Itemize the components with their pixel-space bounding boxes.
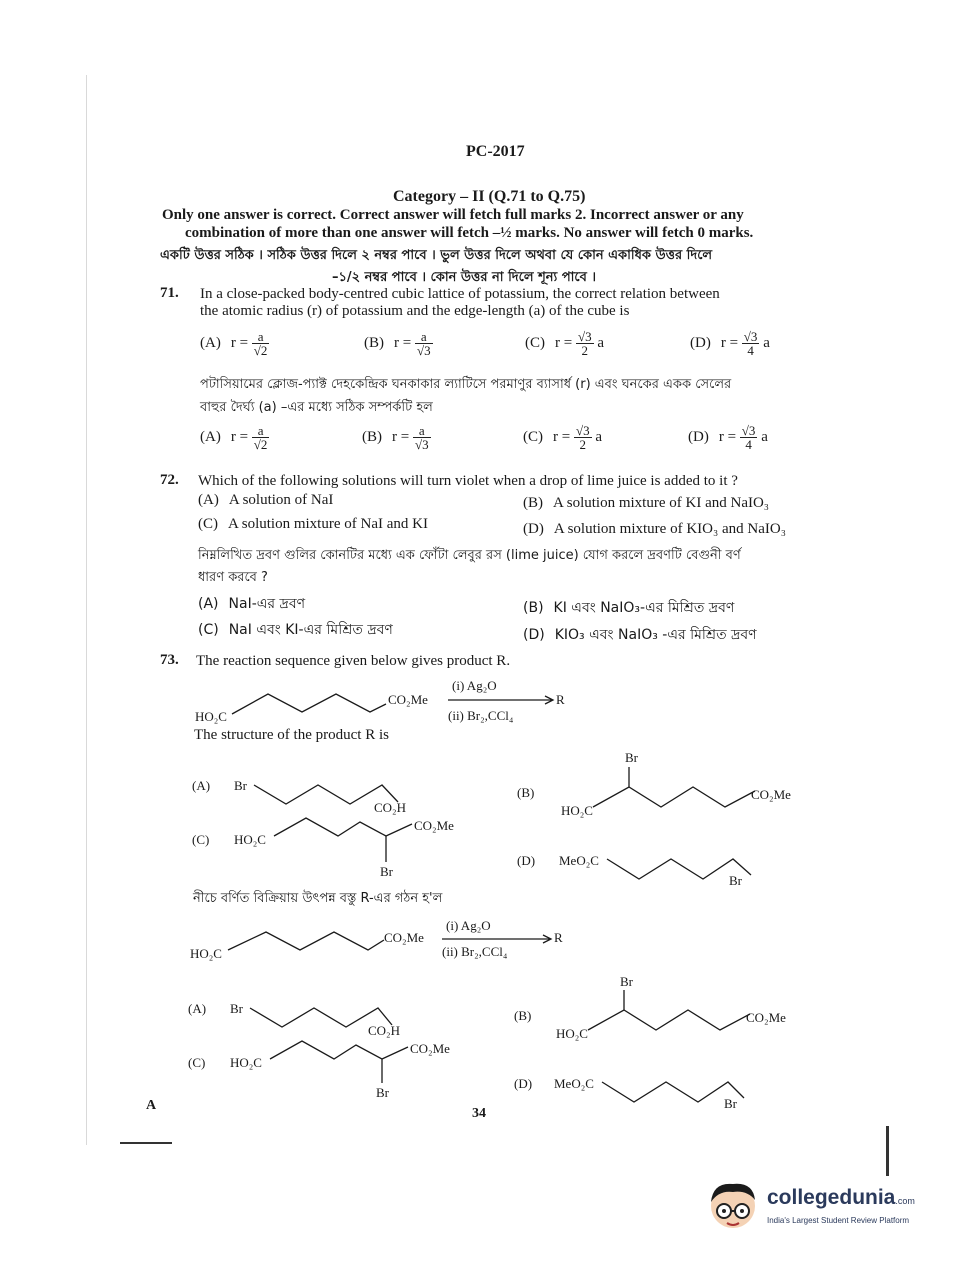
option-b: (B) r = $\frac{a}{√3}$: [364, 329, 431, 358]
set-label: A: [146, 1098, 157, 1113]
b-left-group: HO₂C: [556, 1026, 588, 1041]
product-label: R: [556, 692, 565, 707]
reagent-1: (i) Ag₂O: [452, 678, 497, 693]
d-left-group: MeO₂C: [554, 1076, 594, 1091]
c-bottom-group: Br: [376, 1085, 389, 1100]
brand-suffix: .com: [895, 1196, 915, 1206]
brand-tagline: India's Largest Student Review Platform: [767, 1216, 910, 1225]
option-c-label: (C): [192, 832, 210, 847]
carbon-chain: [270, 1041, 408, 1059]
start-right-group: CO₂Me: [384, 930, 424, 945]
option-d: (D) A solution mixture of KIO₃ and NaIO₃: [523, 521, 786, 537]
brand-watermark: [703, 1178, 943, 1234]
carbon-chain: [593, 787, 755, 807]
option-c-bn: (C) r = $\frac{√3}{2}$ a: [523, 423, 603, 452]
rules-en-line-2: combination of more than one answer will fetch –½ marks. No answer will fetch 0 marks.: [185, 225, 754, 241]
question-bn-line-2: বাহুর দৈর্ঘ্য (a) –এর মধ্যে সঠিক সম্পর্কটি হল: [200, 400, 433, 415]
b-left-group: HO₂C: [561, 803, 593, 818]
reagent-2: (ii) Br₂,CCl₄: [448, 708, 514, 723]
structure-question: The structure of the product R is: [194, 727, 389, 743]
option-b-structure-bn: [512, 970, 812, 1115]
scan-mark: [120, 1142, 172, 1144]
start-right-group: CO₂Me: [388, 692, 428, 707]
carbon-chain: [602, 1082, 744, 1102]
a-right-group: CO₂H: [374, 800, 406, 815]
d-left-group: MeO₂C: [559, 853, 599, 868]
b-top-group: Br: [625, 750, 638, 765]
option-a-structure: [190, 750, 480, 880]
option-a-label: (A): [188, 1001, 207, 1016]
reagent-1: (i) Ag₂O: [446, 918, 491, 933]
reaction-scheme: [190, 672, 610, 732]
option-c: (C) A solution mixture of NaI and KI: [198, 516, 428, 532]
option-c-label: (C): [188, 1055, 206, 1070]
reaction-scheme-bn: [188, 912, 608, 972]
page-number: 34: [472, 1106, 486, 1121]
option-a-bn: (A) NaI-এর দ্রবণ: [198, 596, 306, 612]
start-left-group: HO₂C: [190, 946, 222, 961]
a-right-group: CO₂H: [368, 1023, 400, 1038]
option-c: (C) r = $\frac{√3}{2}$ a: [525, 329, 605, 358]
rules-bn-line-1: একটি উত্তর সঠিক । সঠিক উত্তর দিলে ২ নম্বর পাবে । ভুল উত্তর দিলে অথবা যে কোন একাধিক উত্তর দিলে: [160, 248, 713, 263]
option-b-label: (B): [517, 785, 535, 800]
option-a-label: (A): [192, 778, 211, 793]
option-a-structure-bn: [186, 975, 476, 1105]
reagent-2: (ii) Br₂,CCl₄: [442, 944, 508, 959]
c-right-group: CO₂Me: [410, 1041, 450, 1056]
option-b-bn: (B) r = $\frac{a}{√3}$: [362, 423, 429, 452]
carbon-chain: [232, 694, 386, 714]
question-number: 71.: [160, 285, 179, 301]
start-left-group: HO₂C: [195, 709, 227, 724]
question-text: Which of the following solutions will turn violet when a drop of lime juice is added to it ?: [198, 473, 738, 489]
option-b: (B) A solution mixture of KI and NaIO₃: [523, 495, 770, 511]
option-d-bn: (D) r = $\frac{√3}{4}$ a: [688, 423, 768, 452]
question-bn: নীচে বর্ণিত বিক্রিয়ায় উৎপন্ন বস্তু R-এর গঠন হ'ল: [193, 891, 443, 906]
brand-name: collegedunia: [767, 1186, 896, 1209]
carbon-chain: [588, 1010, 750, 1030]
question-bn-line-2: ধারণ করবে ?: [198, 570, 268, 585]
mascot-icon: [703, 1178, 763, 1232]
question-bn-line-1: পটাসিয়ামের ক্লোজ-প্যাক্ট দেহকেন্দ্রিক ঘনকাকার ল্যাটিসে পরমাণুর ব্যাসার্ধ (r) এবং ঘনকের একক সেলের: [200, 377, 732, 392]
option-c-bn: (C) NaI এবং KI-এর মিশ্রিত দ্রবণ: [198, 622, 393, 638]
c-left-group: HO₂C: [234, 832, 266, 847]
carbon-chain: [274, 818, 412, 836]
question-bn-line-1: নিম্নলিখিত দ্রবণ গুলির কোনটির মধ্যে এক ফোঁটা লেবুর রস (lime juice) যোগ করলে দ্রবণটি বেগুনী বর্ণ: [198, 548, 741, 563]
question-number: 72.: [160, 472, 179, 488]
c-bottom-group: Br: [380, 864, 393, 879]
c-left-group: HO₂C: [230, 1055, 262, 1070]
option-a: (A) r = $\frac{a}{√2}$: [200, 329, 268, 358]
a-left-group: Br: [230, 1001, 243, 1016]
d-right-group: Br: [729, 873, 742, 888]
option-a: (A) A solution of NaI: [198, 492, 334, 508]
option-d-label: (D): [517, 853, 536, 868]
carbon-chain: [228, 932, 384, 950]
option-a-bn: (A) r = $\frac{a}{√2}$: [200, 423, 268, 452]
category-title: Category – II (Q.71 to Q.75): [393, 188, 586, 205]
question-number: 73.: [160, 652, 179, 668]
scan-edge-line: [86, 75, 87, 1145]
rules-bn-line-2: –১/২ নম্বর পাবে । কোন উত্তর না দিলে শূন্য পাবে ।: [332, 270, 597, 285]
question-text: The reaction sequence given below gives product R.: [196, 653, 511, 669]
product-label: R: [554, 930, 563, 945]
option-b-label: (B): [514, 1008, 532, 1023]
b-right-group: CO₂Me: [751, 787, 791, 802]
question-text-line-1: In a close-packed body-centred cubic lattice of potassium, the correct relation between: [200, 286, 720, 302]
question-text-line-2: the atomic radius (r) of potassium and the edge-length (a) of the cube is: [200, 303, 630, 319]
b-right-group: CO₂Me: [746, 1010, 786, 1025]
c-right-group: CO₂Me: [414, 818, 454, 833]
option-d: (D) r = $\frac{√3}{4}$ a: [690, 329, 770, 358]
b-top-group: Br: [620, 974, 633, 989]
option-d-bn: (D) KIO₃ এবং NaIO₃ -এর মিশ্রিত দ্রবণ: [523, 627, 757, 643]
d-right-group: Br: [724, 1096, 737, 1111]
option-b-bn: (B) KI এবং NaIO₃-এর মিশ্রিত দ্রবণ: [523, 600, 735, 616]
option-d-label: (D): [514, 1076, 533, 1091]
scan-mark: [886, 1126, 889, 1176]
paper-code: PC-2017: [466, 143, 525, 160]
option-b-structure: [515, 745, 815, 890]
rules-en-line-1: Only one answer is correct. Correct answer will fetch full marks 2. Incorrect answer or any: [162, 207, 744, 223]
a-left-group: Br: [234, 778, 247, 793]
